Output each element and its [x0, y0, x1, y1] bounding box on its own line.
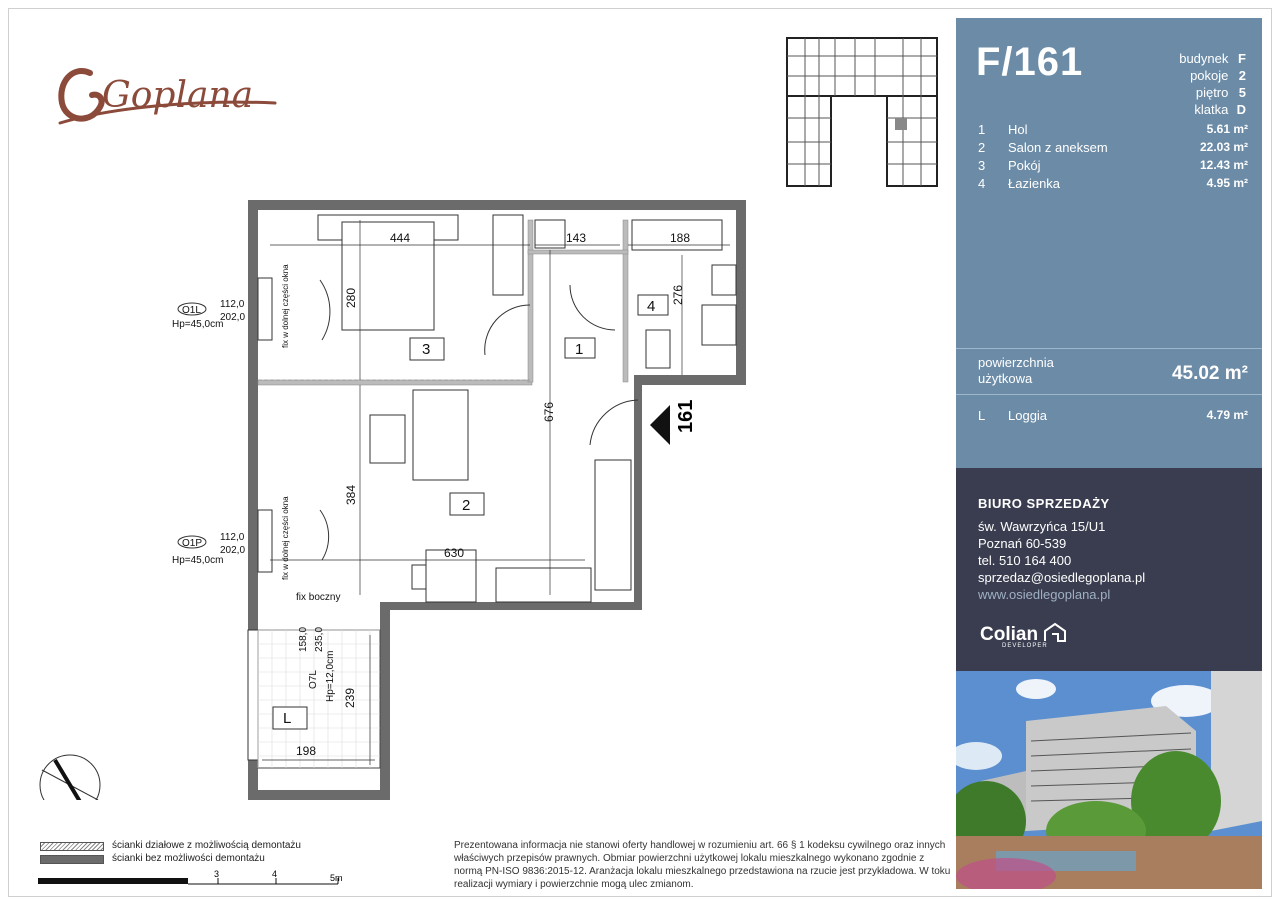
room-area: 22.03 m²	[1199, 140, 1248, 154]
room-area: 5.61 m²	[1206, 122, 1248, 136]
meta-label-floor: piętro	[1195, 85, 1229, 100]
window-top-note: fix w dolnej części okna	[281, 264, 290, 348]
usable-area-label-line2: użytkowa	[978, 371, 1033, 386]
room-area: 12.43 m²	[1199, 158, 1248, 172]
window-bottom-width: 112,0	[220, 532, 245, 543]
loggia-area: 4.79 m²	[1206, 408, 1248, 422]
meta-label-building: budynek	[1179, 51, 1229, 66]
dim-630: 630	[444, 546, 465, 560]
room-label-1: 1	[575, 341, 584, 358]
divider	[956, 394, 1262, 395]
window-bottom-height: 202,0	[220, 545, 246, 556]
room-name: Pokój	[1008, 158, 1041, 173]
room-label-3: 3	[422, 341, 431, 358]
room-name: Hol	[1008, 122, 1028, 137]
room-row	[978, 140, 1248, 158]
office-phone[interactable]: tel. 510 164 400	[978, 553, 1072, 568]
goplana-logo	[50, 45, 285, 140]
room-row	[978, 158, 1248, 176]
sales-office-panel	[956, 468, 1262, 671]
entrance-label: 161	[675, 399, 697, 433]
north-compass	[40, 755, 100, 800]
divider	[956, 348, 1262, 349]
window-loggia-hp: Hp=12,0cm	[325, 650, 336, 702]
room-num: 1	[978, 122, 986, 137]
building-key-plan	[775, 34, 945, 192]
hatched-swatch	[40, 842, 104, 851]
dim-198: 198	[296, 744, 317, 758]
window-top-hp: Hp=45,0cm	[172, 319, 224, 330]
office-city: Poznań 60-539	[978, 536, 1067, 551]
meta-label-staircase: klatka	[1194, 102, 1229, 117]
usable-area-label	[978, 355, 1054, 387]
room-name: Łazienka	[1008, 176, 1061, 191]
scale-bar	[38, 868, 348, 888]
room-area: 4.95 m²	[1206, 176, 1248, 190]
office-website[interactable]: www.osiedlegoplana.pl	[978, 587, 1111, 602]
scale-tick-3: 3	[214, 869, 220, 879]
room-list	[978, 122, 1248, 194]
apartment-meta	[1179, 50, 1246, 118]
dim-444: 444	[390, 231, 411, 245]
room-num: 3	[978, 158, 986, 173]
legend-text-fixed: ścianki bez możliwości demontażu	[112, 853, 265, 864]
scale-tick-4: 4	[272, 869, 278, 879]
fix-side-label: fix boczny	[296, 592, 341, 603]
window-loggia-code: O7L	[308, 670, 319, 689]
dim-280: 280	[344, 287, 358, 308]
window-loggia-height: 235,0	[314, 626, 325, 652]
developer-sub: DEVELOPER	[1002, 643, 1048, 649]
loggia-num: L	[978, 408, 986, 423]
meta-label-rooms: pokoje	[1190, 68, 1229, 83]
scale-tick-5: 5m	[330, 873, 343, 883]
office-contact	[978, 518, 1145, 603]
legend-text-removable: ścianki działowe z możliwością demontażu	[112, 840, 301, 851]
window-bottom-code: O1P	[182, 538, 203, 549]
usable-area-value: 45.02 m²	[1171, 363, 1248, 384]
room-num: 4	[978, 176, 986, 191]
room-num: 2	[978, 140, 986, 155]
logo-text: Goplana	[102, 75, 254, 116]
meta-value-staircase: D	[1236, 102, 1246, 117]
window-bottom-hp: Hp=45,0cm	[172, 555, 224, 566]
room-row	[978, 176, 1248, 194]
apartment-code: F/161	[976, 40, 1084, 84]
dim-188: 188	[670, 231, 691, 245]
office-title: BIURO SPRZEDAŻY	[978, 496, 1110, 511]
room-name: Salon z aneksem	[1008, 140, 1108, 155]
apartment-highlight	[895, 118, 907, 130]
dim-239: 239	[343, 687, 357, 708]
window-bottom-note: fix w dolnej części okna	[281, 496, 290, 580]
dim-143: 143	[566, 231, 587, 245]
window-top-height: 202,0	[220, 312, 246, 323]
loggia-name: Loggia	[1008, 408, 1048, 423]
meta-value-building: F	[1238, 51, 1246, 66]
room-label-4: 4	[647, 298, 656, 315]
window-loggia-width: 158,0	[298, 626, 309, 652]
office-email[interactable]: sprzedaz@osiedlegoplana.pl	[978, 570, 1146, 585]
building-photo	[956, 671, 1262, 889]
room-label-2: 2	[462, 497, 471, 514]
window-top-code: O1L	[182, 305, 201, 316]
apartment-info-panel	[956, 18, 1262, 468]
meta-value-rooms: 2	[1238, 68, 1246, 83]
developer-name: Colian	[980, 624, 1039, 645]
disclaimer: Prezentowana informacja nie stanowi oferty handlowej w rozumieniu art. 66 § 1 kodeksu cywilnego oraz innych właściwych przepisów prawnych. Obmiar powierzchni użytkowej lokalu mieszkalnego wykonano zgodnie z normą PN-ISO 9836:2015-12. Aranżacja lokalu mieszkalnego przedstawiona na rzucie jest przykładowa. W toku realizacji wymiary i powierzchnie mogą ulec zmianom.	[454, 840, 951, 890]
dim-676: 676	[542, 401, 556, 422]
meta-value-floor: 5	[1238, 85, 1246, 100]
window-top-width: 112,0	[220, 299, 245, 310]
dim-384: 384	[344, 484, 358, 505]
entrance-arrow	[650, 405, 670, 445]
usable-area-label-line1: powierzchnia	[978, 355, 1054, 370]
room-label-loggia: L	[283, 710, 292, 727]
floor-plan	[30, 190, 780, 800]
room-row	[978, 122, 1248, 140]
loggia-row	[978, 408, 1248, 423]
solid-swatch	[40, 855, 104, 864]
dim-276: 276	[671, 284, 685, 305]
office-address: św. Wawrzyńca 15/U1	[978, 519, 1106, 534]
house-icon	[1043, 622, 1067, 642]
